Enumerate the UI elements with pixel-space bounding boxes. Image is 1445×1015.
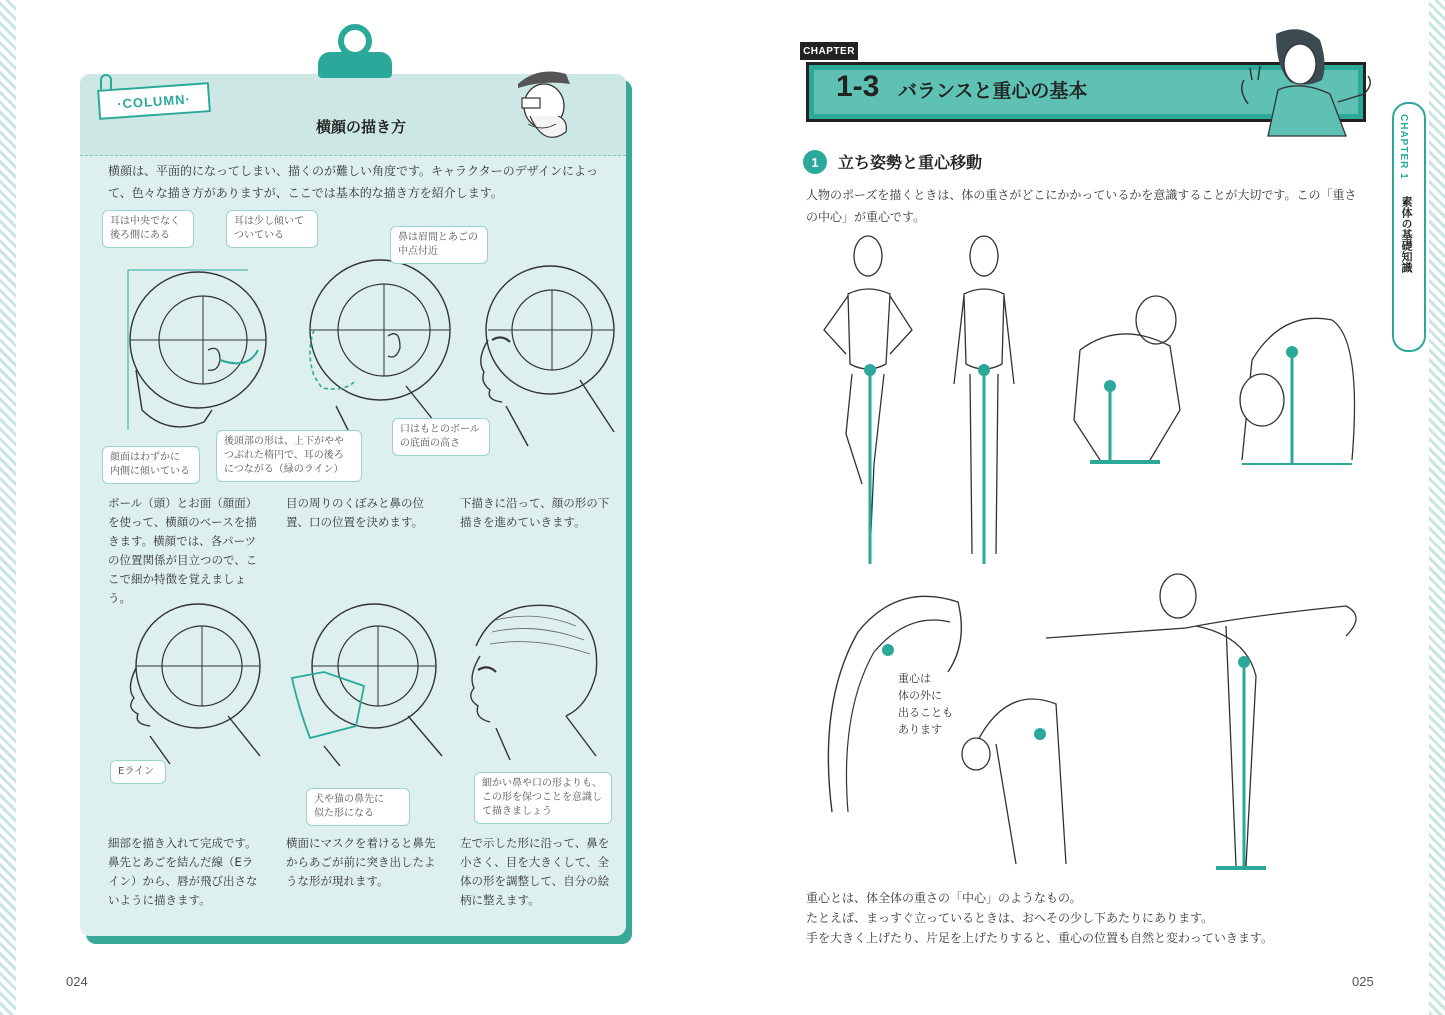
chapter-number: 1-3 <box>836 70 880 103</box>
finished-profile-figure <box>456 596 616 766</box>
caption-step-3: 下描きに沿って、顔の形の下描きを進めていきます。 <box>460 496 610 529</box>
side-chapter-label: CHAPTER 1 <box>1398 114 1409 180</box>
chapter-title: バランスと重心の基本 <box>898 80 1088 102</box>
old-man-illustration <box>508 62 588 152</box>
caption-step-2: 目の周りのくぼみと鼻の位置、口の位置を決めます。 <box>286 496 424 529</box>
bottom-paragraph <box>806 888 1366 948</box>
right-edge-stripe <box>1429 0 1445 1015</box>
page-number-right: 025 <box>1352 974 1374 989</box>
page-number-left: 024 <box>66 974 88 989</box>
girl-illustration <box>1228 24 1378 144</box>
masked-head-figure <box>284 596 454 766</box>
bottom-line-3: 手を大きく上げたり、片足を上げたりすると、重心の位置も自然と変わっていきます。 <box>806 931 1273 945</box>
head-profile-figure-1 <box>108 260 278 450</box>
cog-note: 重心は 体の外に 出ることも あります <box>898 672 953 736</box>
clip-base-icon <box>318 52 392 78</box>
column-tag: ·COLUMN· <box>97 82 211 120</box>
callout-mouth: 口はもとのボール の底面の高さ <box>392 418 490 456</box>
section-title: 立ち姿勢と重心移動 <box>838 153 983 172</box>
caption-step-6: 左で示した形に沿って、鼻を小さく、目を大きくして、全体の形を調整して、自分の絵柄に整えます。 <box>460 836 610 907</box>
callout-nose: 鼻は眉間とあごの 中点付近 <box>390 226 488 264</box>
side-chapter-title: 素体の基礎知識 <box>1400 196 1413 273</box>
chapter-tab: CHAPTER <box>800 42 858 60</box>
caption-step-5: 横面にマスクを着けると鼻先からあごが前に突き出したような形が現れます。 <box>286 836 436 888</box>
callout-e-line: Eライン <box>110 760 166 784</box>
column-intro: 横顔は、平面的になってしまい、描くのが難しい角度です。キャラクターのデザインによって、色々な描き方がありますが、ここでは基本的な描き方を紹介します。 <box>108 164 598 200</box>
figure-hands-on-hips <box>812 234 922 574</box>
caption-step-4: 細部を描き入れて完成です。鼻先とあごを結んだ線（Eライン）から、唇が飛び出さないように描きます。 <box>108 836 258 907</box>
figure-handstand-prep <box>1222 300 1372 470</box>
callout-dog-nose: 犬や猫の鼻先に 似た形になる <box>306 788 410 826</box>
callout-ear-tilt: 耳は少し傾いて ついている <box>226 210 318 248</box>
callout-keep-shape: 細かい鼻や口の形よりも、 この形を保つことを意識し て描きましょう <box>474 772 612 824</box>
column-title: 横顔の描き方 <box>315 118 406 136</box>
caption-step-1: ボール（頭）とお面（顔面）を使って、横顔のベースを描きます。横顔では、各パーツの位置関係が目立つので、ここで細か特徴を覚えましょう。 <box>108 496 258 605</box>
bottom-line-1: 重心とは、体全体の重さの「中心」のようなもの。 <box>806 891 1082 905</box>
callout-ear-center: 耳は中央でなく 後ろ側にある <box>102 210 194 248</box>
figure-standing-straight <box>940 234 1030 574</box>
figure-balance-pose <box>1046 566 1376 876</box>
bottom-line-2: たとえば、まっすぐ立っているときは、おへその少し下あたりにあります。 <box>806 911 1214 925</box>
left-edge-stripe <box>0 0 16 1015</box>
head-profile-figure-4 <box>110 596 270 766</box>
section-body: 人物のポーズを描くときは、体の重さがどこにかかっているかを意識することが大切です。この「重さの中心」が重心です。 <box>806 188 1357 224</box>
figure-crouching <box>1060 290 1200 470</box>
callout-face-tilt: 顔面はわずかに 内側に傾いている <box>102 446 200 484</box>
callout-back-head: 後頭部の形は、上下がやや つぶれた楕円で、耳の後ろ につながる（緑のライン） <box>216 430 362 482</box>
section-number-badge: 1 <box>803 150 827 174</box>
